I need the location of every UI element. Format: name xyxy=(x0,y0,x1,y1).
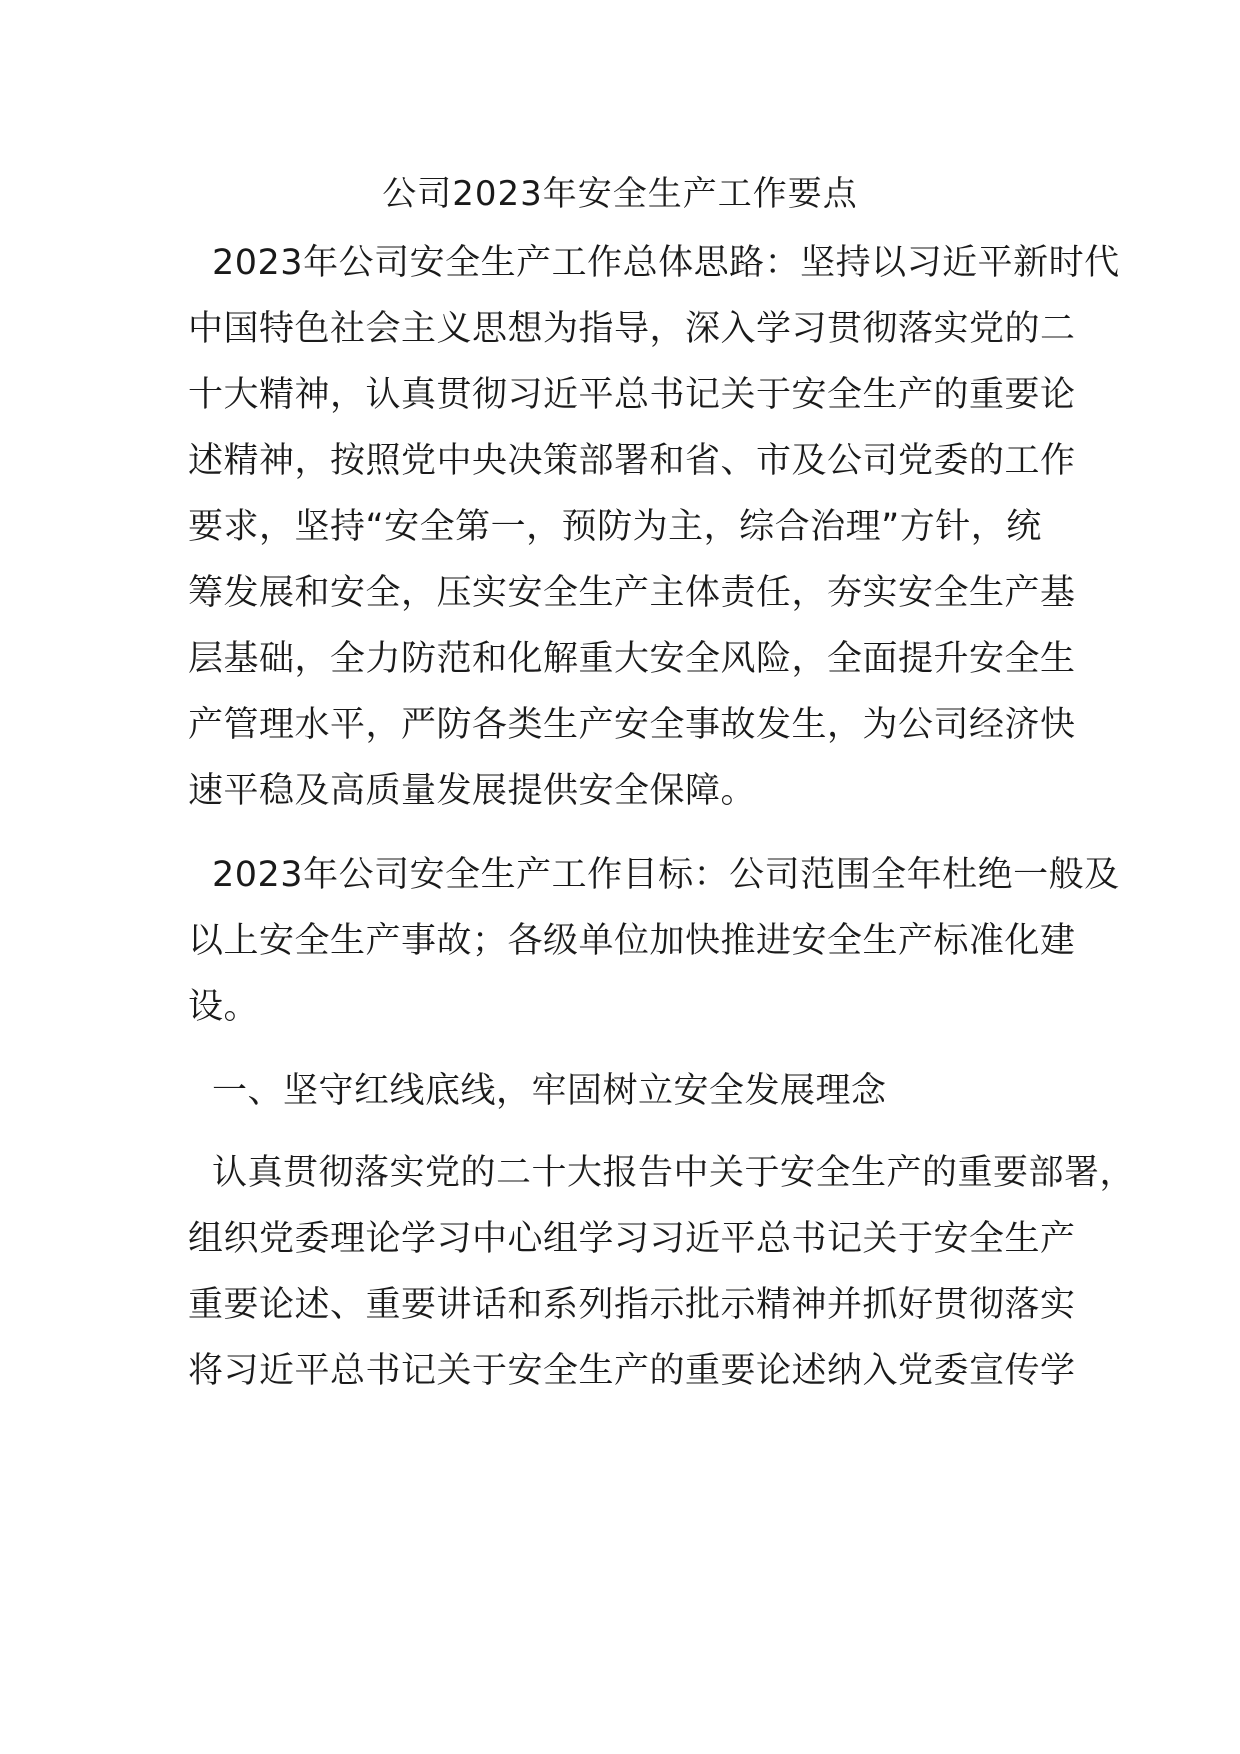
paragraph-line: 2023年公司安全生产工作总体思路：坚持以习近平新时代 xyxy=(212,243,1120,283)
document-title: 公司2023年安全生产工作要点 xyxy=(382,174,858,214)
paragraph-line: 十大精神，认真贯彻习近平总书记关于安全生产的重要论 xyxy=(188,375,1076,415)
paragraph-line: 2023年公司安全生产工作目标：公司范围全年杜绝一般及 xyxy=(212,855,1120,895)
paragraph-line: 重要论述、重要讲话和系列指示批示精神并抓好贯彻落实 xyxy=(188,1285,1076,1325)
paragraph-line: 将习近平总书记关于安全生产的重要论述纳入党委宣传学 xyxy=(188,1351,1076,1391)
section-heading: 一、坚守红线底线，牢固树立安全发展理念 xyxy=(212,1071,887,1111)
paragraph-line: 认真贯彻落实党的二十大报告中关于安全生产的重要部署， xyxy=(212,1153,1136,1193)
paragraph-line: 速平稳及高质量发展提供安全保障。 xyxy=(188,771,757,811)
paragraph-line: 述精神，按照党中央决策部署和省、市及公司党委的工作 xyxy=(188,441,1076,481)
paragraph-line: 设。 xyxy=(188,987,260,1027)
paragraph-line: 以上安全生产事故；各级单位加快推进安全生产标准化建 xyxy=(188,921,1076,961)
paragraph-line: 中国特色社会主义思想为指导，深入学习贯彻落实党的二 xyxy=(188,309,1076,349)
paragraph-line: 产管理水平，严防各类生产安全事故发生，为公司经济快 xyxy=(188,705,1076,745)
paragraph-line: 筹发展和安全，压实安全生产主体责任，夯实安全生产基 xyxy=(188,573,1076,613)
paragraph-line: 组织党委理论学习中心组学习习近平总书记关于安全生产 xyxy=(188,1219,1076,1259)
paragraph-line: 层基础，全力防范和化解重大安全风险，全面提升安全生 xyxy=(188,639,1076,679)
paragraph-line: 要求，坚持“安全第一，预防为主，综合治理”方针，统 xyxy=(188,507,1042,547)
